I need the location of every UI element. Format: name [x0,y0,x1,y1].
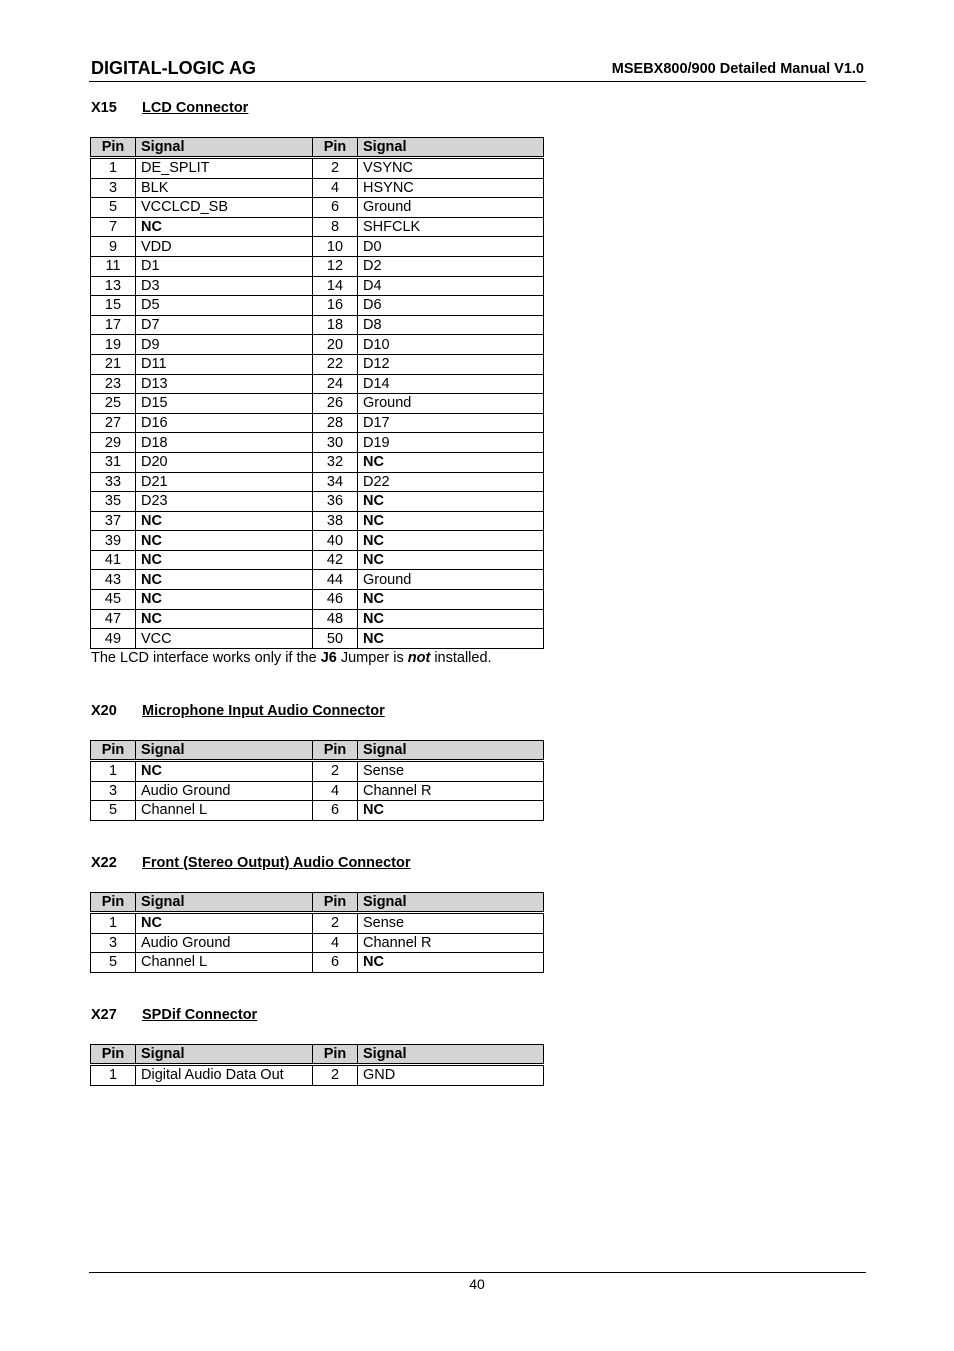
signal-name: D2 [358,256,544,276]
col-header-pin: Pin [91,1045,136,1065]
pin-number: 7 [91,217,136,237]
signal-name: NC [358,452,544,472]
col-header-signal: Signal [358,741,544,761]
pin-number: 9 [91,237,136,257]
signal-name: D19 [358,433,544,453]
pin-number: 31 [91,452,136,472]
table-row [91,217,544,237]
pin-number: 42 [313,550,358,570]
footer-rule [89,1272,866,1273]
signal-name: NC [136,217,313,237]
manual-title: MSEBX800/900 Detailed Manual V1.0 [611,61,864,77]
signal-name: Audio Ground [136,781,313,801]
pin-number: 32 [313,452,358,472]
pin-number: 2 [313,158,358,179]
col-header-signal: Signal [136,893,313,913]
pin-number: 17 [91,315,136,335]
table-row [91,761,544,782]
table-header [91,1045,544,1065]
table-row [91,394,544,414]
pin-number: 6 [313,198,358,218]
table-row [91,413,544,433]
pin-number: 47 [91,609,136,629]
signal-name: D12 [358,354,544,374]
signal-name: NC [136,570,313,590]
signal-name: D13 [136,374,313,394]
company-name: DIGITAL-LOGIC AG [91,58,256,78]
table-row [91,953,544,973]
signal-name: D18 [136,433,313,453]
signal-name: VDD [136,237,313,257]
signal-name: Ground [358,570,544,590]
table-row [91,256,544,276]
table-row [91,276,544,296]
pin-number: 38 [313,511,358,531]
signal-name: NC [136,590,313,610]
pin-number: 30 [313,433,358,453]
table-row [91,354,544,374]
pin-number: 39 [91,531,136,551]
signal-name: NC [358,953,544,973]
signal-name: VCC [136,629,313,649]
table-header [91,893,544,913]
table-row [91,178,544,198]
pin-number: 2 [313,761,358,782]
pin-number: 12 [313,256,358,276]
signal-name: BLK [136,178,313,198]
table-row [91,492,544,512]
pin-number: 33 [91,472,136,492]
pin-table-x27 [90,1044,544,1086]
pin-number: 11 [91,256,136,276]
table-header [91,138,544,158]
signal-name: Channel R [358,781,544,801]
pin-number: 19 [91,335,136,355]
table-row [91,781,544,801]
section-title-x22: X22 Front (Stereo Output) Audio Connector [91,855,411,871]
table-row [91,452,544,472]
pin-number: 2 [313,913,358,934]
table-row [91,531,544,551]
col-header-signal: Signal [358,138,544,158]
signal-name: D8 [358,315,544,335]
table-row [91,315,544,335]
table-row [91,590,544,610]
pin-number: 13 [91,276,136,296]
signal-name: D21 [136,472,313,492]
pin-number: 25 [91,394,136,414]
pin-number: 29 [91,433,136,453]
signal-name: SHFCLK [358,217,544,237]
pin-number: 5 [91,801,136,821]
pin-number: 28 [313,413,358,433]
pin-number: 1 [91,158,136,179]
signal-name: NC [358,629,544,649]
signal-name: NC [136,531,313,551]
signal-name: D10 [358,335,544,355]
col-header-pin: Pin [313,1045,358,1065]
section-title-x15: X15 LCD Connector [91,100,249,116]
pin-number: 3 [91,933,136,953]
col-header-signal: Signal [136,1045,313,1065]
pin-number: 35 [91,492,136,512]
pin-number: 50 [313,629,358,649]
signal-name: NC [136,511,313,531]
pin-number: 44 [313,570,358,590]
table-row [91,550,544,570]
pin-number: 14 [313,276,358,296]
col-header-signal: Signal [136,138,313,158]
table-row [91,1065,544,1086]
pin-table-x15 [90,137,544,649]
col-header-pin: Pin [91,741,136,761]
signal-name: NC [136,609,313,629]
signal-name: D7 [136,315,313,335]
table-row [91,511,544,531]
pin-number: 3 [91,781,136,801]
pin-number: 1 [91,913,136,934]
pin-number: 4 [313,781,358,801]
pin-number: 49 [91,629,136,649]
signal-name: Channel R [358,933,544,953]
pin-table-x20 [90,740,544,821]
table-row [91,933,544,953]
signal-name: D3 [136,276,313,296]
pin-number: 24 [313,374,358,394]
signal-name: Sense [358,913,544,934]
pin-number: 3 [91,178,136,198]
pin-number: 45 [91,590,136,610]
pin-number: 36 [313,492,358,512]
table-row [91,472,544,492]
signal-name: NC [136,913,313,934]
section-title-x20: X20 Microphone Input Audio Connector [91,703,385,719]
table-row [91,237,544,257]
col-header-signal: Signal [358,893,544,913]
signal-name: D23 [136,492,313,512]
pin-number: 6 [313,953,358,973]
col-header-pin: Pin [313,741,358,761]
signal-name: NC [358,609,544,629]
pin-number: 5 [91,198,136,218]
pin-number: 6 [313,801,358,821]
table-row [91,913,544,934]
signal-name: Digital Audio Data Out [136,1065,313,1086]
signal-name: DE_SPLIT [136,158,313,179]
pin-number: 40 [313,531,358,551]
col-header-pin: Pin [91,893,136,913]
pin-number: 21 [91,354,136,374]
pin-number: 20 [313,335,358,355]
table-row [91,296,544,316]
table-row [91,609,544,629]
signal-name: D17 [358,413,544,433]
signal-name: Channel L [136,801,313,821]
pin-number: 2 [313,1065,358,1086]
pin-number: 26 [313,394,358,414]
signal-name: NC [358,801,544,821]
pin-number: 5 [91,953,136,973]
signal-name: D14 [358,374,544,394]
signal-name: D15 [136,394,313,414]
table-row [91,198,544,218]
signal-name: Ground [358,198,544,218]
signal-name: D11 [136,354,313,374]
pin-number: 15 [91,296,136,316]
table-row [91,629,544,649]
lcd-note: The LCD interface works only if the J6 Jumper is not installed. [91,650,492,666]
signal-name: HSYNC [358,178,544,198]
pin-number: 1 [91,761,136,782]
signal-name: Sense [358,761,544,782]
table-row [91,335,544,355]
pin-number: 8 [313,217,358,237]
pin-number: 46 [313,590,358,610]
signal-name: NC [358,492,544,512]
signal-name: D0 [358,237,544,257]
pin-number: 22 [313,354,358,374]
col-header-signal: Signal [358,1045,544,1065]
pin-number: 41 [91,550,136,570]
signal-name: D9 [136,335,313,355]
signal-name: D6 [358,296,544,316]
signal-name: NC [136,550,313,570]
pin-number: 16 [313,296,358,316]
pin-number: 43 [91,570,136,590]
col-header-pin: Pin [313,893,358,913]
pin-table-x22 [90,892,544,973]
signal-name: D16 [136,413,313,433]
pin-number: 4 [313,933,358,953]
pin-number: 18 [313,315,358,335]
section-title-x27: X27 SPDif Connector [91,1007,258,1023]
signal-name: VCCLCD_SB [136,198,313,218]
table-row [91,374,544,394]
table-row [91,158,544,179]
signal-name: D22 [358,472,544,492]
table-row [91,570,544,590]
signal-name: D4 [358,276,544,296]
pin-number: 23 [91,374,136,394]
signal-name: GND [358,1065,544,1086]
header-rule [89,81,866,82]
page-number: 40 [469,1276,485,1292]
signal-name: VSYNC [358,158,544,179]
signal-name: Ground [358,394,544,414]
col-header-signal: Signal [136,741,313,761]
table-row [91,801,544,821]
signal-name: D20 [136,452,313,472]
table-header [91,741,544,761]
signal-name: NC [358,511,544,531]
col-header-pin: Pin [91,138,136,158]
signal-name: NC [136,761,313,782]
signal-name: Audio Ground [136,933,313,953]
signal-name: NC [358,550,544,570]
col-header-pin: Pin [313,138,358,158]
pin-number: 4 [313,178,358,198]
pin-number: 10 [313,237,358,257]
table-row [91,433,544,453]
pin-number: 27 [91,413,136,433]
pin-number: 1 [91,1065,136,1086]
pin-number: 34 [313,472,358,492]
signal-name: Channel L [136,953,313,973]
signal-name: NC [358,590,544,610]
signal-name: D5 [136,296,313,316]
pin-number: 37 [91,511,136,531]
signal-name: D1 [136,256,313,276]
pin-number: 48 [313,609,358,629]
signal-name: NC [358,531,544,551]
